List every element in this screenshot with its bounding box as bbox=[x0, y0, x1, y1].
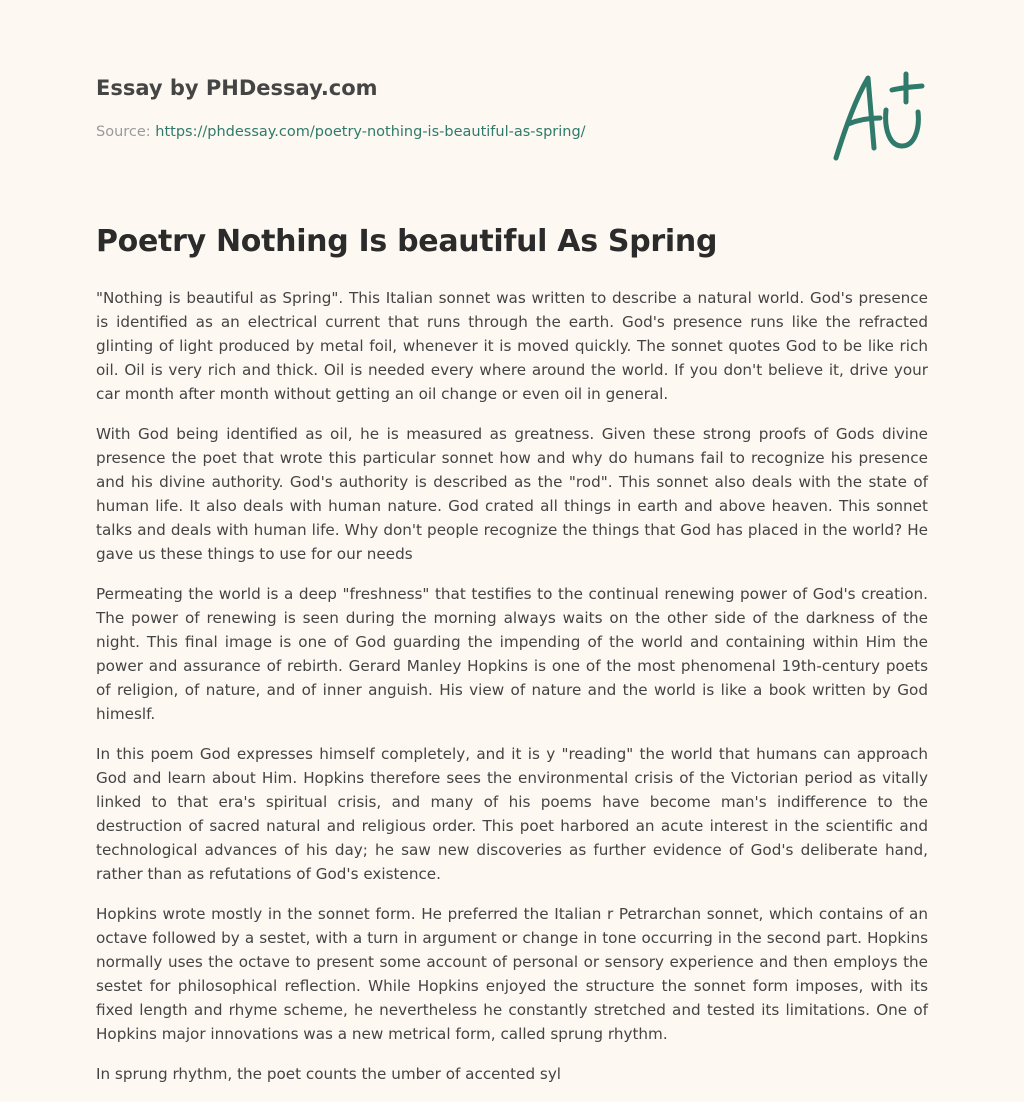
essay-paragraph: In this poem God expresses himself completely, and it is y "reading" the world that humans can approach God and learn about Him. Hopkins therefore sees the environmental crisis of the Victorian period as vitally linked to that era's spiritual crisis, and many of his poems have become man's indifference to the destruction of sacred natural and religious order. This poet harbored an acute interest in the scientific and technological advances of his day; he saw new discoveries as further evidence of God's deliberate hand, rather than as refutations of God's existence. bbox=[96, 745, 928, 883]
essay-body bbox=[96, 286, 928, 1102]
essay-paragraph: "Nothing is beautiful as Spring". This Italian sonnet was written to describe a natural world. God's presence is identified as an electrical current that runs through the earth. God's presence runs like the refracted glinting of light produced by metal foil, whenever it is moved quickly. The sonnet quotes God to be like rich oil. Oil is very rich and thick. Oil is needed every where around the world. If you don't believe it, drive your car month after month without getting an oil change or even oil in general. bbox=[96, 289, 928, 403]
essay-title: Poetry Nothing Is beautiful As Spring bbox=[96, 224, 718, 259]
essay-paragraph: Permeating the world is a deep "freshness" that testifies to the continual renewing power of God's creation. The power of renewing is seen during the morning always waits on the other side of the darkness of the night. This final image is one of God guarding the impending of the world and containing within Him the power and assurance of rebirth. Gerard Manley Hopkins is one of the most phenomenal 19th-century poets of religion, of nature, and of inner anguish. His view of nature and the world is like a book written by God himeslf. bbox=[96, 585, 928, 723]
a-plus-logo-icon bbox=[824, 66, 928, 166]
source-line bbox=[96, 124, 586, 140]
essay-paragraph: In sprung rhythm, the poet counts the umber of accented syl bbox=[96, 1065, 562, 1083]
source-link[interactable]: https://phdessay.com/poetry-nothing-is-beautiful-as-spring/ bbox=[155, 124, 586, 140]
essay-paragraph: Hopkins wrote mostly in the sonnet form. He preferred the Italian r Petrarchan sonnet, which contains of an octave followed by a sestet, with a turn in argument or change in tone occurring in the second part. Hopkins normally uses the octave to present some account of personal or sensory experience and then employs the sestet for philosophical reflection. While Hopkins enjoyed the structure the sonnet form imposes, with its fixed length and rhyme scheme, he nevertheless he constantly stretched and tested its limitations. One of Hopkins major innovations was a new metrical form, called sprung rhythm. bbox=[96, 905, 928, 1043]
brand-title: Essay by PHDessay.com bbox=[96, 76, 378, 100]
source-label: Source: bbox=[96, 124, 151, 140]
essay-paragraph: With God being identified as oil, he is measured as greatness. Given these strong proofs of Gods divine presence the poet that wrote this particular sonnet how and why do humans fail to recognize his presence and his divine authority. God's authority is described as the "rod". This sonnet also deals with the state of human life. It also deals with human nature. God crated all things in earth and above heaven. This sonnet talks and deals with human life. Why don't people recognize the things that God has placed in the world? He gave us these things to use for our needs bbox=[96, 425, 928, 563]
